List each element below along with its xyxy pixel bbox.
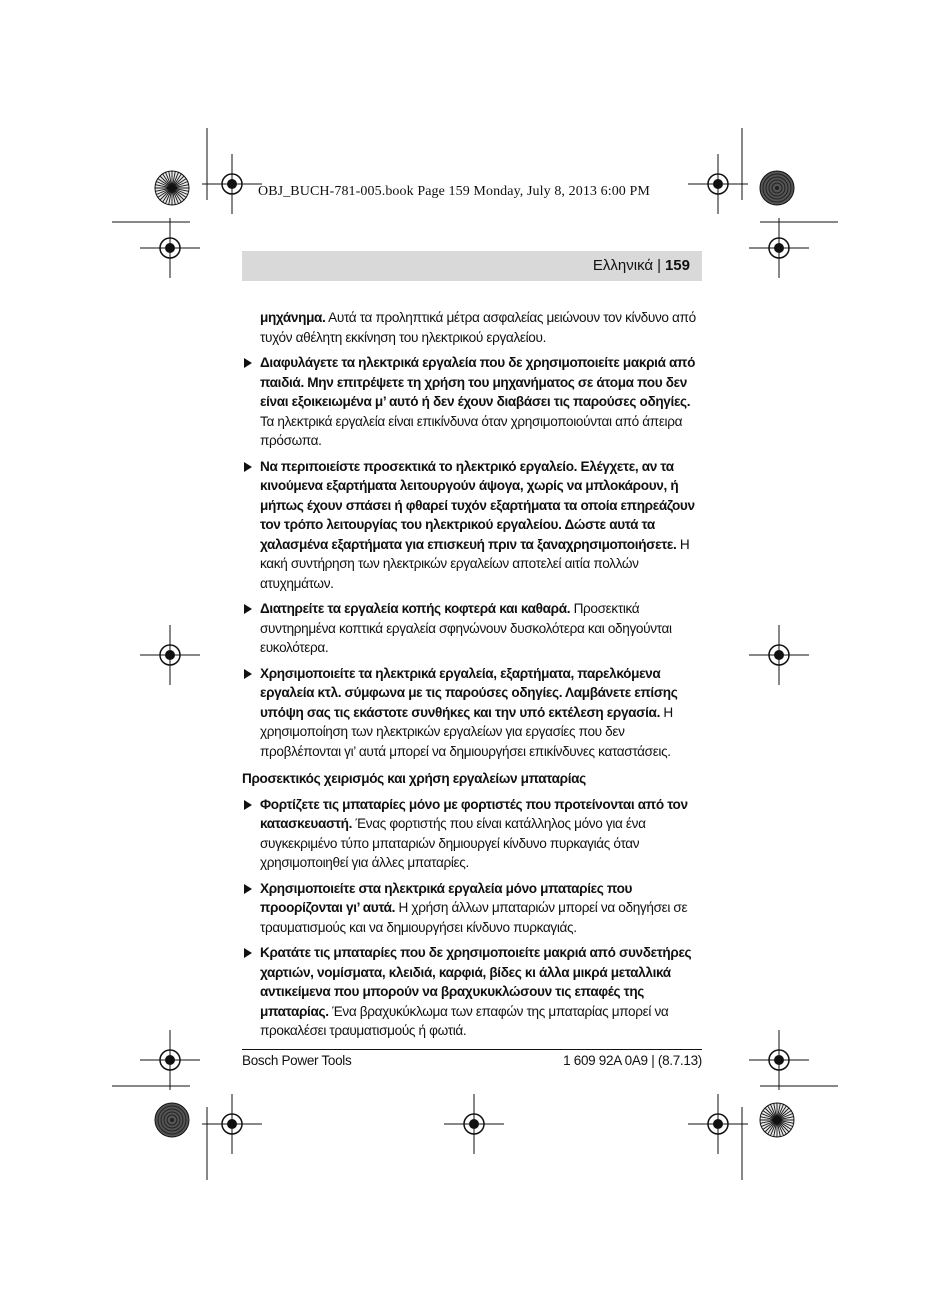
intro-paragraph [242,308,702,347]
footer-doc-number: 1 609 92A 0A9 | (8.7.13) [563,1053,702,1068]
item-bold: Φορτίζετε τις μπαταρίες μόνο με φορτιστές που προτείνονται από τον κατασκευαστή. [260,796,688,831]
page-content [242,308,702,1047]
item-bold: Να περιποιείστε προσεκτικά το ηλεκτρικό εργαλείο. Ελέγχετε, αν τα κινούμενα εξαρτήματα λειτουργούν άψογα, χωρίς να μπλοκάρουν, ή μήπως έχουν σπάσει ή φθαρεί τυχόν εξαρτήματα τα οποία επηρεάζουν τον τρόπο λειτουργίας του ηλεκτρικού εργαλείου. Δώστε αυτά τα χαλασμένα εξαρτήματα για επισκευή πριν τα ξαναχρησιμοποιήσετε. [260,458,695,552]
item-text: Η χρησιμοποίηση των ηλεκτρικών εργαλείων για εργασίες που δεν προβλέπονται γι’ αυτά μπορεί να δημιουργήσει επικίνδυνες καταστάσεις. [260,704,673,759]
slug-line: OBJ_BUCH-781-005.book Page 159 Monday, July 8, 2013 6:00 PM [258,184,650,199]
list-item [242,457,702,594]
intro-bold: μηχάνημα. [260,310,326,325]
page-header [593,257,690,274]
triangle-bullet-icon [244,948,252,958]
item-text: Ένα βραχυκύκλωμα των επαφών της μπαταρίας μπορεί να προκαλέσει τραυματισμούς ή φωτιά. [260,1003,669,1038]
page-header-bar [242,251,702,281]
triangle-bullet-icon [244,358,252,368]
triangle-bullet-icon [244,800,252,810]
header-separator: | [657,257,661,274]
list-item [242,879,702,938]
section-heading: Προσεκτικός χειρισμός και χρήση εργαλείων μπαταρίας [242,771,586,786]
header-language: Ελληνικά [592,257,654,274]
list-item [242,599,702,658]
item-text: Τα ηλεκτρικά εργαλεία είναι επικίνδυνα όταν χρησιμοποιούνται από άπειρα πρόσωπα. [260,413,683,448]
item-text: Η χρήση άλλων μπαταριών μπορεί να οδηγήσει σε τραυματισμούς και να δημιουργήσει κίνδυνο πυρκαγιάς. [260,900,688,935]
item-bold: Κρατάτε τις μπαταρίες που δε χρησιμοποιείτε μακριά από συνδετήρες χαρτιών, νομίσματα, κλειδιά, καρφιά, βίδες κι άλλα μικρά μεταλλικά αντικείμενα που μπορούν να βραχυκυκλώσουν τις επαφές της μπαταρίας. [260,945,692,1019]
item-text: Η κακή συντήρηση των ηλεκτρικών εργαλείων αποτελεί αιτία πολλών ατυχημάτων. [260,536,690,591]
list-item [242,795,702,873]
item-text: Προσεκτικά συντηρημένα κοπτικά εργαλεία σφηνώνουν δυσκολότερα και οδηγούνται ευκολότερα. [260,601,672,655]
triangle-bullet-icon [244,462,252,472]
list-item [242,353,702,451]
triangle-bullet-icon [244,884,252,894]
list-item [242,943,702,1041]
intro-text: Αυτά τα προληπτικά μέτρα ασφαλείας μειώνουν τον κίνδυνο από τυχόν αθέλητη εκκίνηση του ηλεκτρικού εργαλείου. [260,310,696,345]
footer-rule [242,1049,702,1050]
list-item [242,664,702,762]
page-number: 159 [664,257,690,274]
item-bold: Χρησιμοποιείτε τα ηλεκτρικά εργαλεία, εξαρτήματα, παρελκόμενα εργαλεία κτλ. σύμφωνα με τις παρούσες οδηγίες. Λαμβάνετε επίσης υπόψη σας τις εκάστοτε συνθήκες και την υπό εκτέλεση εργασία. [260,665,678,720]
item-bold: Διαφυλάγετε τα ηλεκτρικά εργαλεία που δε χρησιμοποιείτε μακριά από παιδιά. Μην επιτρέψετε τη χρήση του μηχανήματος σε άτομα που δεν είναι εξοικειωμένα μ’ αυτό ή δεν έχουν διαβάσει τις παρούσες οδηγίες. [260,355,696,409]
item-text: Ένας φορτιστής που είναι κατάλληλος μόνο για ένα συγκεκριμένο τύπο μπαταριών δημιουργεί κίνδυνο πυρκαγιάς όταν χρησιμοποιηθεί για άλλες μπαταρίες. [260,816,646,870]
footer-brand: Bosch Power Tools [242,1053,352,1068]
triangle-bullet-icon [244,604,252,614]
item-bold: Διατηρείτε τα εργαλεία κοπής κοφτερά και καθαρά. [260,601,571,616]
item-bold: Χρησιμοποιείτε στα ηλεκτρικά εργαλεία μόνο μπαταρίες που προορίζονται γι’ αυτά. [260,880,633,915]
triangle-bullet-icon [244,669,252,679]
